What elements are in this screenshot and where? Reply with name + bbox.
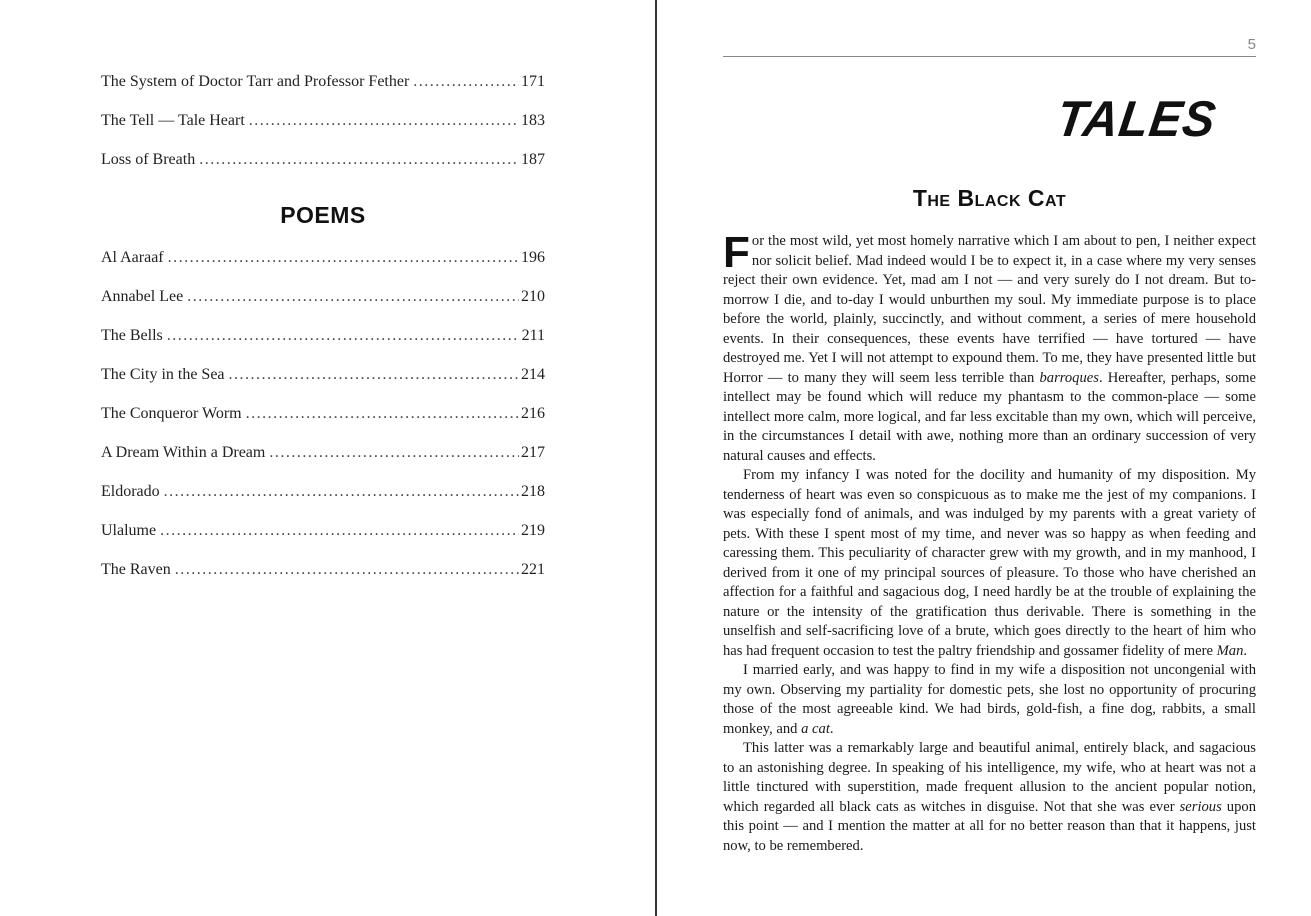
paragraph-emphasis: a cat [801, 720, 830, 737]
toc-entry[interactable] [101, 366, 545, 405]
paragraph-text: . Hereafter, perhaps, some intellect may be found which will reduce my phantasm to the common-place — some intellect more calm, more logical, and far less excitable than my own, which will perceive, in the circumstances I detail with awe, nothing more than an ordinary succession of very natural causes and effects. [723, 369, 1256, 464]
paragraph-text: I married early, and was happy to find in my wife a disposition not uncongenial with my own. Observing my partiality for domestic pets, she lost no opportunity of procuring those of the most agreeable kind. We had birds, gold-fish, a fine dog, rabbits, a small monkey, and [723, 662, 1256, 737]
toc-entry[interactable] [101, 561, 545, 600]
paragraph-text: From my infancy I was noted for the docility and humanity of my disposition. My tenderness of heart was even so conspicuous as to make me the jest of my companions. I was especially fond of animals, and was indulged by my parents with a great variety of pets. With these I spent most of my time, and never was so happy as when feeding and caressing them. This peculiarity of character grew with my growth, and in my manhood, I derived from it one of my principal sources of pleasure. To those who have cherished an affection for a faithful and sagacious dog, I need hardly be at the trouble of explaining the nature or the intensity of the gratification thus derivable. There is something in the unselfish and self-sacrificing love of a brute, which goes directly to the heart of him who has had frequent occasion to test the paltry friendship and gossamer fidelity of mere [723, 467, 1256, 659]
paragraph-text: upon this point — and I mention the matter at all for no better reason than that it happens, just now, to be remembered. [723, 798, 1256, 854]
toc-leader-dots [167, 327, 520, 345]
story-title: The Black Cat [912, 185, 1067, 211]
toc-entry[interactable] [101, 444, 545, 483]
toc-entry-page: 214 [521, 366, 545, 383]
toc-entry-page: 216 [521, 405, 545, 422]
page-number: 5 [1247, 36, 1256, 53]
paragraph-emphasis: barroques [1039, 369, 1099, 386]
toc-leader-dots [229, 366, 519, 384]
toc-entry-page: 183 [521, 112, 545, 129]
toc-entry-title: Al Aaraaf [101, 249, 164, 266]
toc-entry[interactable] [101, 151, 545, 190]
toc-poems-list [101, 249, 545, 600]
toc-leader-dots [246, 405, 519, 423]
toc-entry-title: The Tell — Tale Heart [101, 112, 245, 129]
toc-entry-page: 218 [521, 483, 545, 500]
toc-entry-page: 187 [521, 151, 545, 168]
toc-leader-dots [175, 561, 519, 579]
toc-entry-page: 171 [521, 73, 545, 90]
section-title: TALES [1053, 91, 1220, 148]
toc-leader-dots [413, 73, 519, 91]
toc-entry-title: The Conqueror Worm [101, 405, 242, 422]
toc-entry[interactable] [101, 327, 545, 366]
toc-entry[interactable] [101, 522, 545, 561]
toc-prose-list [101, 73, 545, 190]
toc-entry-page: 196 [521, 249, 545, 266]
toc-entry-page: 217 [521, 444, 545, 461]
toc-entry-page: 211 [521, 327, 545, 344]
toc-entry[interactable] [101, 288, 545, 327]
paragraph [723, 739, 1256, 856]
toc-entry-title: A Dream Within a Dream [101, 444, 266, 461]
toc-leader-dots [249, 112, 519, 130]
toc-entry-title: The System of Doctor Tarr and Professor Fether [101, 73, 410, 90]
toc-entry[interactable] [101, 405, 545, 444]
toc-entry-page: 221 [521, 561, 545, 578]
toc-entry-page: 210 [521, 288, 545, 305]
paragraph [723, 232, 1256, 466]
toc-leader-dots [168, 249, 519, 267]
toc-leader-dots [269, 444, 519, 462]
toc-entry-title: The City in the Sea [101, 366, 225, 383]
story-body [723, 232, 1256, 882]
toc-entry-title: The Raven [101, 561, 171, 578]
toc-entry-title: Ulalume [101, 522, 157, 539]
paragraph-text: or the most wild, yet most homely narrative which I am about to pen, I neither expect nor solicit belief. Mad indeed would I be to expect it, in a case where my very senses reject their own evidence. Yet, mad am I not — and very surely do I not dream. But to-morrow I die, and to-day I would unburthen my soul. My immediate purpose is to place before the world, plainly, succinctly, and without comment, a series of mere household events. In their consequences, these events have terrified — have tortured — have destroyed me. Yet I will not attempt to expound them. To me, they have presented little but Horror — to many they will seem less terrible than [723, 233, 1256, 386]
paragraph [723, 661, 1256, 739]
header-rule [723, 56, 1256, 57]
paragraph-emphasis: Man [1216, 642, 1244, 659]
toc-entry-title: Eldorado [101, 483, 160, 500]
paragraph-text: . [829, 720, 834, 737]
toc-leader-dots [187, 288, 519, 306]
left-page [0, 0, 655, 916]
toc-entry[interactable] [101, 112, 545, 151]
toc-entry-title: Annabel Lee [101, 288, 184, 305]
right-page [657, 0, 1311, 916]
toc-leader-dots [199, 151, 519, 169]
toc-leader-dots [164, 483, 519, 501]
toc-entry-title: The Bells [101, 327, 163, 344]
paragraph-text: . [1243, 642, 1248, 659]
toc-leader-dots [160, 522, 519, 540]
toc-entry[interactable] [101, 249, 545, 288]
toc-entry-page: 219 [521, 522, 545, 539]
toc-entry[interactable] [101, 483, 545, 522]
toc-entry-title: Loss of Breath [101, 151, 196, 168]
paragraph-emphasis: serious [1179, 798, 1222, 815]
drop-cap: F [723, 232, 750, 277]
paragraph [723, 466, 1256, 661]
poems-heading: POEMS [280, 202, 366, 228]
paragraph-text: This latter was a remarkably large and beautiful animal, entirely black, and sagacious to an astonishing degree. In speaking of his intelligence, my wife, who at heart was not a little tinctured with superstition, made frequent allusion to the ancient popular notion, which regarded all black cats as witches in disguise. Not that she was ever [723, 740, 1256, 815]
toc-entry[interactable] [101, 73, 545, 112]
